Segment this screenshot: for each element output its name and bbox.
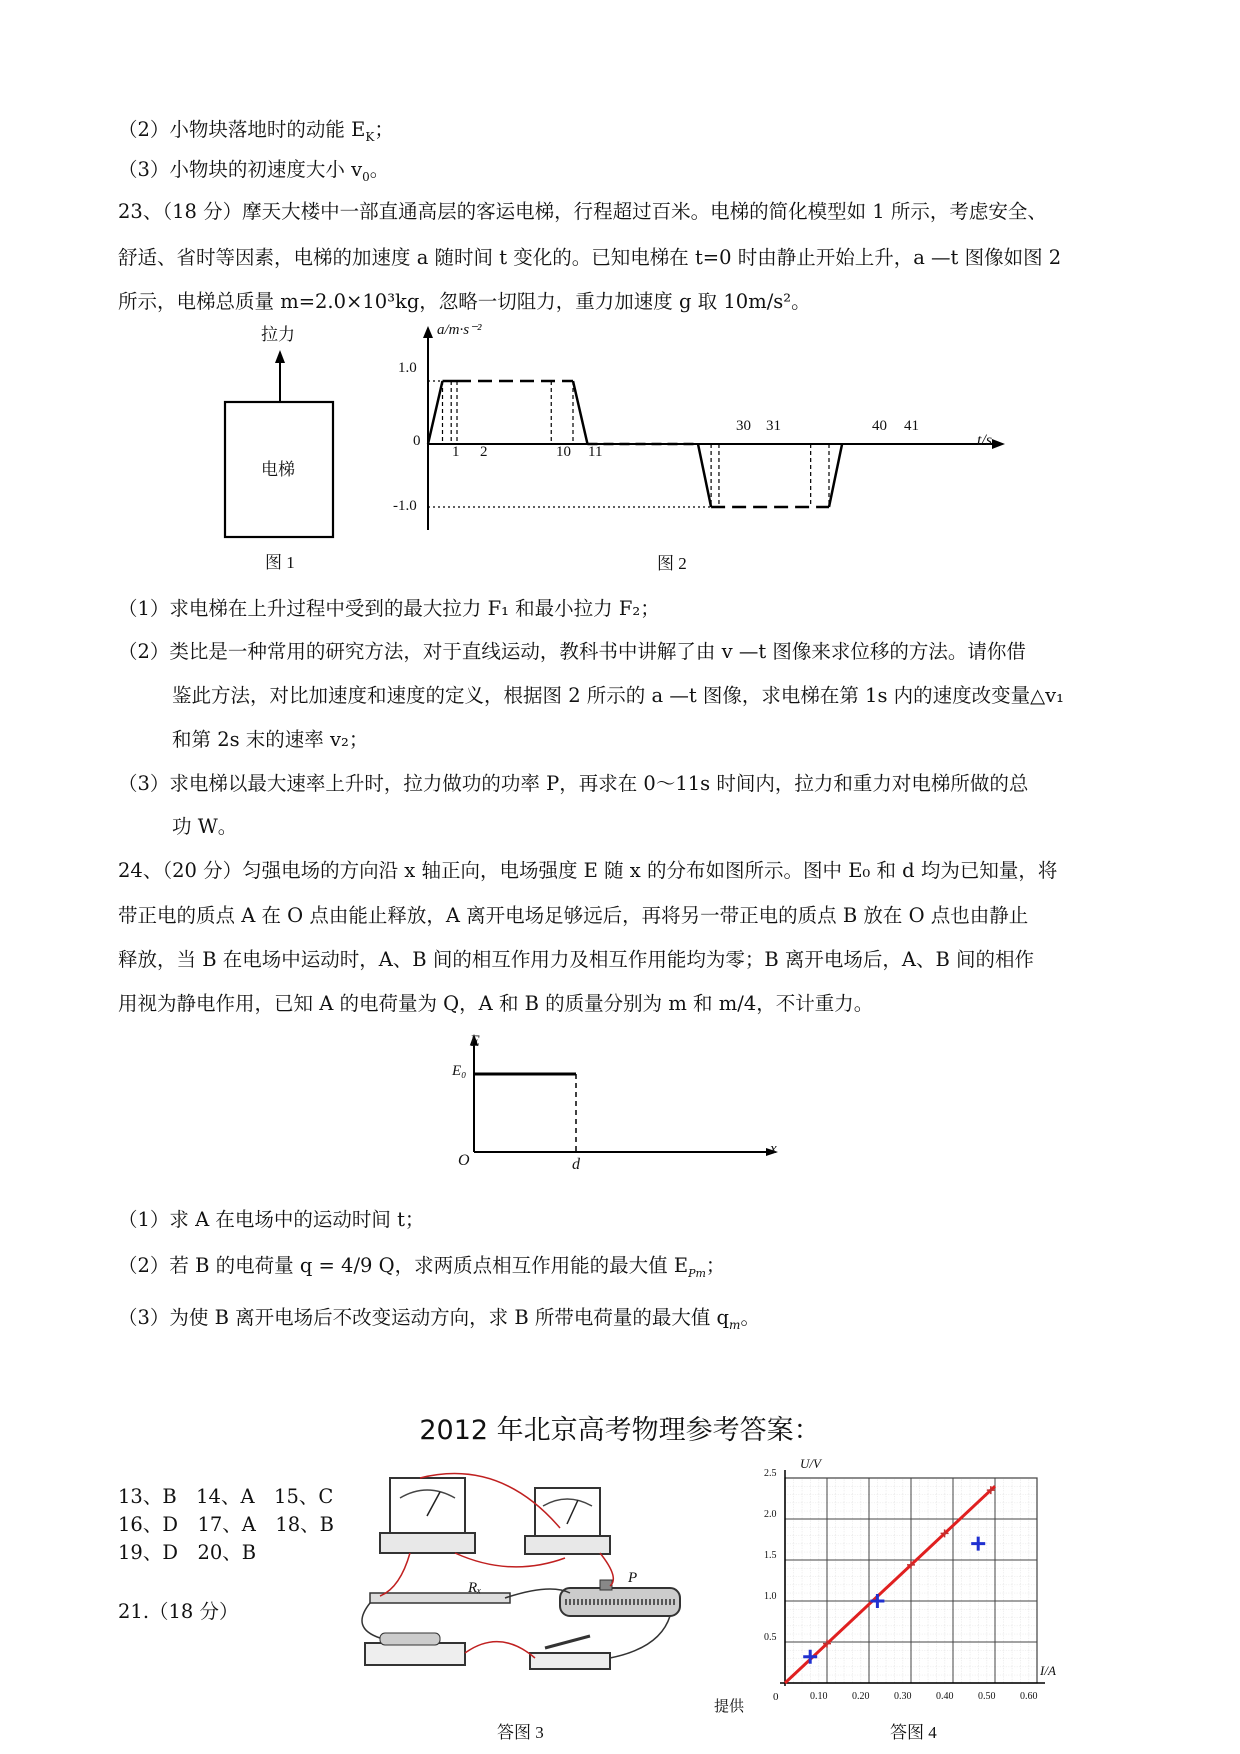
q21-label: 21.（18 分） <box>118 1600 239 1623</box>
q24-part3: （3）为使 B 离开电场后不改变运动方向，求 B 所带电荷量的最大值 $q_m$。 <box>118 1306 760 1332</box>
at-segment <box>573 381 588 444</box>
y-axis-arrow-icon <box>423 326 433 338</box>
ex-ylabel: E <box>470 1033 480 1050</box>
at-xtick-2: 2 <box>480 444 488 460</box>
mc-answers-2: 16、D 17、A 18、B <box>118 1513 334 1536</box>
q22-part3: （3）小物块的初速度大小 $v_0$。 <box>118 158 390 184</box>
q24-line3: 释放，当 B 在电场中运动时，A、B 间的相互作用力及相互作用能均为零；B 离开电场后，A、B 间的相作 <box>118 948 1034 971</box>
at-xlabel: t/s <box>977 432 993 449</box>
ui-ylabel: U/V <box>800 1456 821 1471</box>
at-xtick-40: 40 <box>872 418 887 434</box>
figure-1-elevator <box>200 320 360 580</box>
elevator-label: 电梯 <box>261 460 295 479</box>
q23-line3: 所示，电梯总质量 m=2.0×10³kg，忽略一切阻力，重力加速度 g 取 10m/s²。 <box>118 290 811 313</box>
ui-xtick-010: 0.10 <box>810 1691 828 1702</box>
q24-ex-graph <box>440 1030 780 1190</box>
rx-label: Rₓ <box>468 1580 482 1596</box>
figure-2-at-graph <box>380 320 1020 580</box>
q23-part3-line2: 功 W。 <box>172 815 238 838</box>
ui-ytick-25: 2.5 <box>764 1468 777 1479</box>
q23-line1: 23、（18 分）摩天大楼中一部直通高层的客运电梯，行程超过百米。电梯的简化模型如 1 所示，考虑安全、 <box>118 200 1047 223</box>
ui-xlabel: I/A <box>1040 1663 1056 1678</box>
answers-title: 2012 年北京高考物理参考答案： <box>419 1415 821 1446</box>
answer-figure-4-caption: 答图 4 <box>890 1723 937 1742</box>
mc-answers-3: 19、D 20、B <box>118 1541 257 1564</box>
at-segment <box>428 381 443 444</box>
side-text: 提供 <box>714 1699 745 1715</box>
switch-icon <box>530 1653 610 1669</box>
ui-xtick-060: 0.60 <box>1020 1691 1038 1702</box>
figure-1-caption: 图 1 <box>265 553 295 572</box>
p-label: P <box>628 1570 638 1586</box>
q22-part2: （2）小物块落地时的动能 $E_K$； <box>118 118 394 144</box>
q23-part3-line1: （3）求电梯以最大速率上升时，拉力做功的功率 P，再求在 0～11s 时间内，拉力和重力对电梯所做的总 <box>118 772 1029 795</box>
at-segment <box>698 444 711 507</box>
q23-part2-line1: （2）类比是一种常用的研究方法，对于直线运动，教科书中讲解了由 v —t 图像来求位移的方法。请你借 <box>118 640 1026 663</box>
ui-xtick-050: 0.50 <box>978 1691 996 1702</box>
ex-origin: O <box>458 1152 470 1169</box>
ui-xtick-020: 0.20 <box>852 1691 870 1702</box>
force-arrow-icon <box>275 350 285 363</box>
ui-origin: 0 <box>773 1691 779 1703</box>
q24-line4: 用视为静电作用，已知 A 的电荷量为 Q，A 和 B 的质量分别为 m 和 m/4，不计重力。 <box>118 992 874 1015</box>
at-xtick-30: 30 <box>736 418 751 434</box>
answer-figure-3-circuit <box>360 1468 720 1688</box>
at-xtick-31: 31 <box>766 418 781 434</box>
voltmeter-icon <box>390 1478 465 1533</box>
resistor-rx-icon <box>370 1593 510 1603</box>
q24-line2: 带正电的质点 A 在 O 点由能止释放，A 离开电场足够远后，再将另一带正电的质点 B 放在 O 点也由静止 <box>118 904 1029 927</box>
ex-xlabel: x <box>770 1141 777 1157</box>
at-ylabel: a/m·s⁻² <box>437 322 482 338</box>
at-ytick-1: 1.0 <box>398 360 417 376</box>
q24-part1: （1）求 A 在电场中的运动时间 t； <box>118 1208 425 1231</box>
at-segment <box>829 444 842 507</box>
at-ytick-neg1: -1.0 <box>393 498 417 514</box>
battery-icon <box>365 1643 465 1665</box>
q24-line1: 24、（20 分）匀强电场的方向沿 x 轴正向，电场强度 E 随 x 的分布如图所示。图中 E₀ 和 d 均为已知量，将 <box>118 859 1058 882</box>
ui-ytick-15: 1.5 <box>764 1550 777 1561</box>
answer-figure-4-ui-graph <box>740 1458 1080 1728</box>
answer-figure-3-caption: 答图 3 <box>497 1723 544 1742</box>
q23-line2: 舒适、省时等因素，电梯的加速度 a 随时间 t 变化的。已知电梯在 t=0 时由静止开始上升，a —t 图像如图 2 <box>118 246 1062 269</box>
q24-part2: （2）若 B 的电荷量 q = 4/9 Q，求两质点相互作用能的最大值 $E_{Pm}$； <box>118 1254 726 1280</box>
x-axis-arrow-icon <box>992 439 1005 449</box>
ex-xtick: d <box>572 1156 580 1173</box>
q23-part2-line3: 和第 2s 末的速率 v₂； <box>172 728 369 751</box>
q23-part2-line2: 鉴此方法，对比加速度和速度的定义，根据图 2 所示的 a —t 图像，求电梯在第 1s 内的速度改变量△v₁ <box>172 684 1065 707</box>
at-xtick-1: 1 <box>452 444 460 460</box>
q23-part1: （1）求电梯在上升过程中受到的最大拉力 F₁ 和最小拉力 F₂； <box>118 597 660 620</box>
at-ytick-0: 0 <box>413 433 421 449</box>
mc-answers-1: 13、B 14、A 15、C <box>118 1485 334 1508</box>
ui-ytick-05: 0.5 <box>764 1632 777 1643</box>
at-xtick-10: 10 <box>556 444 571 460</box>
figure-2-caption: 图 2 <box>657 554 687 573</box>
ex-ytick: E₀ <box>452 1063 467 1079</box>
force-label: 拉力 <box>261 325 295 344</box>
at-xtick-11: 11 <box>588 444 603 460</box>
ui-xtick-040: 0.40 <box>936 1691 954 1702</box>
ui-ytick-10: 1.0 <box>764 1591 777 1602</box>
ui-xtick-030: 0.30 <box>894 1691 912 1702</box>
ui-ytick-20: 2.0 <box>764 1509 777 1520</box>
at-xtick-41: 41 <box>904 418 919 434</box>
